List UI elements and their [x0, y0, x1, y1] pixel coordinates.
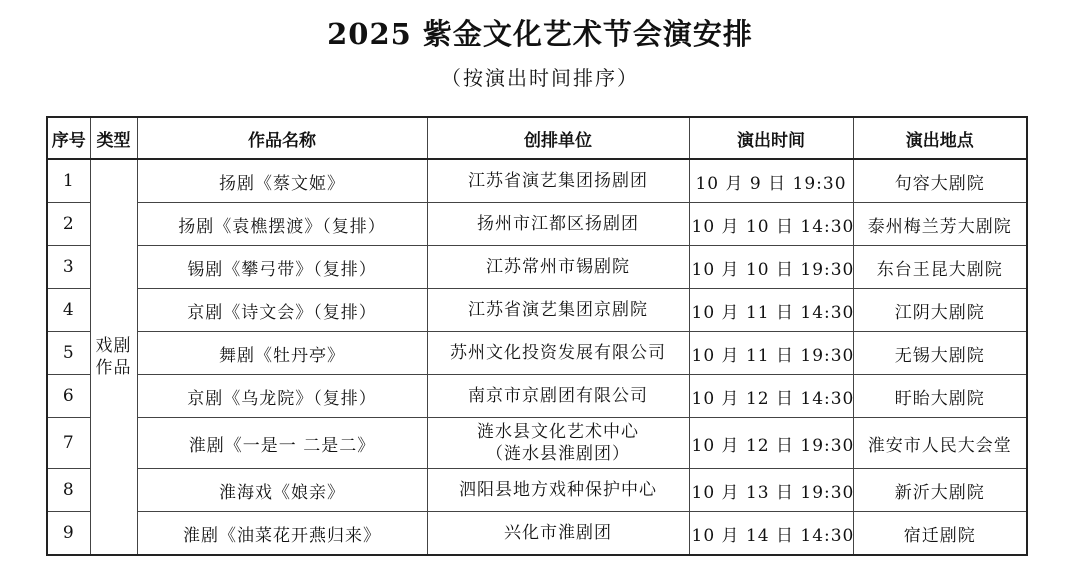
table-row	[47, 469, 1027, 512]
row-production-unit	[427, 512, 689, 556]
production-unit-line: 兴化市淮剧团	[504, 523, 612, 543]
table-row	[47, 418, 1027, 469]
row-production-unit	[427, 159, 689, 203]
production-unit-line: （涟水县淮剧团）	[486, 444, 630, 464]
header-serial-number: 序号	[47, 117, 90, 159]
row-performance-time: 10 月 11 日 14:30	[689, 289, 853, 332]
production-unit-line: 江苏省演艺集团扬剧团	[468, 171, 648, 191]
row-serial-number: 4	[47, 289, 90, 332]
table-header-row	[47, 117, 1027, 159]
document-title: 2025 紫金文化艺术节会演安排	[327, 17, 753, 51]
row-production-unit	[427, 289, 689, 332]
row-performance-venue: 句容大剧院	[853, 159, 1027, 203]
row-performance-time: 10 月 12 日 19:30	[689, 418, 853, 469]
production-unit-line: 南京市京剧团有限公司	[468, 386, 648, 406]
table-row	[47, 246, 1027, 289]
production-unit-line: 苏州文化投资发展有限公司	[450, 343, 666, 363]
row-performance-time: 10 月 11 日 19:30	[689, 332, 853, 375]
header-work-name: 作品名称	[137, 117, 427, 159]
production-unit-line: 涟水县文化艺术中心	[477, 422, 639, 442]
production-unit-line: 江苏省演艺集团京剧院	[468, 300, 648, 320]
header-category: 类型	[90, 117, 137, 159]
row-work-name: 京剧《乌龙院》（复排）	[137, 375, 427, 418]
table-row	[47, 332, 1027, 375]
production-unit-line: 江苏常州市锡剧院	[486, 257, 630, 277]
row-serial-number: 8	[47, 469, 90, 512]
row-performance-time: 10 月 9 日 19:30	[689, 159, 853, 203]
row-production-unit	[427, 375, 689, 418]
row-work-name: 淮剧《油菜花开燕归来》	[137, 512, 427, 556]
row-serial-number: 7	[47, 418, 90, 469]
row-performance-venue: 东台王昆大剧院	[853, 246, 1027, 289]
row-performance-time: 10 月 12 日 14:30	[689, 375, 853, 418]
header-production-unit: 创排单位	[427, 117, 689, 159]
row-performance-venue: 新沂大剧院	[853, 469, 1027, 512]
row-production-unit	[427, 418, 689, 469]
row-performance-time: 10 月 10 日 19:30	[689, 246, 853, 289]
row-performance-venue: 无锡大剧院	[853, 332, 1027, 375]
category-cell	[90, 159, 137, 555]
header-performance-venue: 演出地点	[853, 117, 1027, 159]
row-production-unit	[427, 203, 689, 246]
table-row	[47, 159, 1027, 203]
header-performance-time: 演出时间	[689, 117, 853, 159]
table-row	[47, 512, 1027, 556]
row-production-unit	[427, 469, 689, 512]
table-row	[47, 289, 1027, 332]
row-performance-venue: 淮安市人民大会堂	[853, 418, 1027, 469]
row-performance-venue: 宿迁剧院	[853, 512, 1027, 556]
production-unit-line: 泗阳县地方戏种保护中心	[459, 480, 657, 500]
row-work-name: 淮海戏《娘亲》	[137, 469, 427, 512]
row-work-name: 京剧《诗文会》（复排）	[137, 289, 427, 332]
table-row	[47, 375, 1027, 418]
row-serial-number: 5	[47, 332, 90, 375]
row-work-name: 淮剧《一是一 二是二》	[137, 418, 427, 469]
row-production-unit	[427, 332, 689, 375]
row-work-name: 舞剧《牡丹亭》	[137, 332, 427, 375]
row-serial-number: 3	[47, 246, 90, 289]
category-label-line: 戏剧	[95, 336, 132, 356]
table-row	[47, 203, 1027, 246]
document-subtitle: （按演出时间排序）	[441, 66, 639, 90]
row-serial-number: 1	[47, 159, 90, 203]
category-label-line: 作品	[95, 358, 132, 378]
performance-schedule-table	[46, 116, 1028, 556]
row-performance-venue: 江阴大剧院	[853, 289, 1027, 332]
row-performance-venue: 盱眙大剧院	[853, 375, 1027, 418]
row-serial-number: 6	[47, 375, 90, 418]
row-performance-venue: 泰州梅兰芳大剧院	[853, 203, 1027, 246]
row-work-name: 扬剧《蔡文姬》	[137, 159, 427, 203]
row-work-name: 扬剧《袁樵摆渡》（复排）	[137, 203, 427, 246]
row-serial-number: 2	[47, 203, 90, 246]
row-performance-time: 10 月 13 日 19:30	[689, 469, 853, 512]
production-unit-line: 扬州市江都区扬剧团	[477, 214, 639, 234]
row-performance-time: 10 月 14 日 14:30	[689, 512, 853, 556]
row-serial-number: 9	[47, 512, 90, 556]
row-work-name: 锡剧《攀弓带》（复排）	[137, 246, 427, 289]
row-performance-time: 10 月 10 日 14:30	[689, 203, 853, 246]
row-production-unit	[427, 246, 689, 289]
